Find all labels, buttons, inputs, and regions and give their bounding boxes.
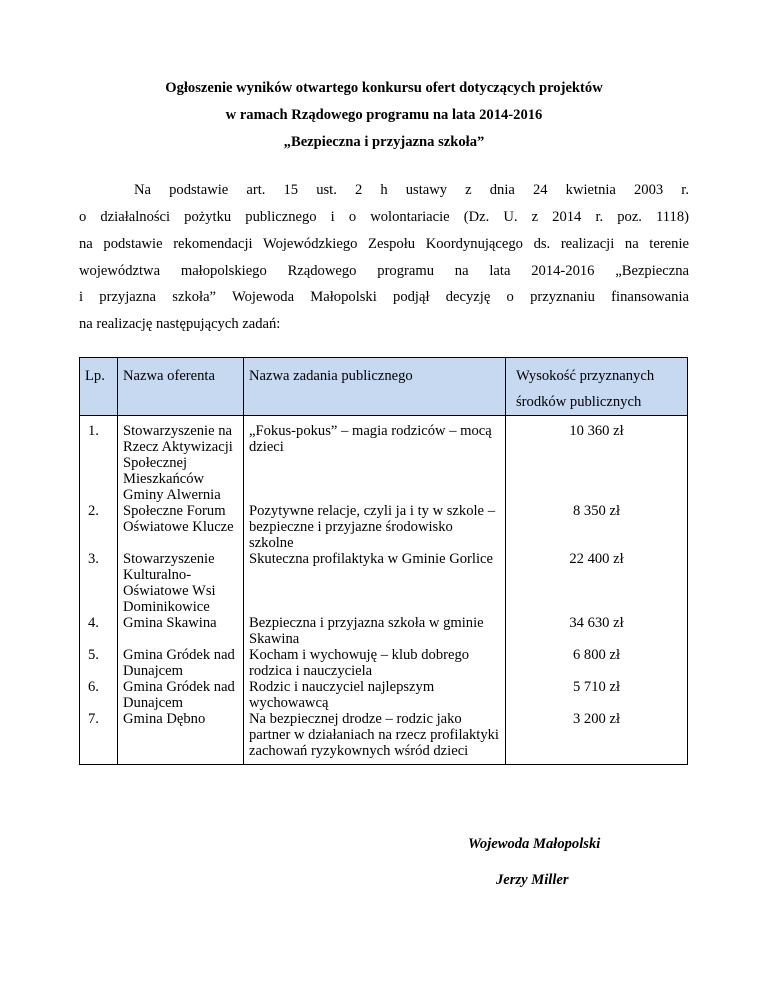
signature-title: Wojewoda Małopolski (468, 836, 601, 852)
row-applicant: Gmina Gródek nad Dunajcem (118, 647, 244, 679)
row-amount: 10 360 zł (506, 416, 688, 504)
row-amount: 8 350 zł (506, 503, 688, 551)
row-task: Pozytywne relacje, czyli ja i ty w szkole – bezpieczne i przyjazne środowisko szkolne (244, 503, 506, 551)
row-task: Skuteczna profilaktyka w Gminie Gorlice (244, 551, 506, 615)
header-task: Nazwa zadania publicznego (244, 358, 506, 416)
row-lp: 2. (80, 503, 118, 551)
table-row (80, 679, 688, 711)
table-row (80, 647, 688, 679)
document-title-line-2: w ramach Rządowego programu na lata 2014-2016 (225, 107, 543, 123)
table-row (80, 503, 688, 551)
intro-line-6: na realizację następujących zadań: (79, 316, 281, 332)
intro-line-2: o działalności pożytku publicznego i o wolontariacie (Dz. U. z 2014 r. poz. 1118) (79, 209, 689, 225)
row-lp: 6. (80, 679, 118, 711)
intro-line-5: i przyjazna szkoła” Wojewoda Małopolski podjął decyzję o przyznaniu finansowania (79, 289, 689, 305)
table-row (80, 551, 688, 615)
row-lp: 1. (80, 416, 118, 504)
document-title-line-3: „Bezpieczna i przyjazna szkoła” (283, 134, 485, 150)
header-amount: Wysokość przyznanych środków publicznych (506, 358, 688, 416)
header-lp: Lp. (80, 358, 118, 416)
header-applicant: Nazwa oferenta (118, 358, 244, 416)
signature-name: Jerzy Miller (496, 872, 569, 888)
intro-line-1: Na podstawie art. 15 ust. 2 h ustawy z dnia 24 kwietnia 2003 r. (134, 182, 689, 198)
row-lp: 5. (80, 647, 118, 679)
row-amount: 22 400 zł (506, 551, 688, 615)
row-task: Kocham i wychowuję – klub dobrego rodzica i nauczyciela (244, 647, 506, 679)
row-task: Bezpieczna i przyjazna szkoła w gminie Skawina (244, 615, 506, 647)
table-row (80, 416, 688, 504)
row-applicant: Stowarzyszenie na Rzecz Aktywizacji Społecznej Mieszkańców Gminy Alwernia (118, 416, 244, 504)
row-task: „Fokus-pokus” – magia rodziców – mocą dzieci (244, 416, 506, 504)
row-amount: 34 630 zł (506, 615, 688, 647)
intro-line-3: na podstawie rekomendacji Wojewódzkiego Zespołu Koordynującego ds. realizacji na terenie (79, 236, 689, 252)
row-task: Rodzic i nauczyciel najlepszym wychowawcą (244, 679, 506, 711)
row-amount: 5 710 zł (506, 679, 688, 711)
document-title-line-1: Ogłoszenie wyników otwartego konkursu ofert dotyczących projektów (165, 80, 603, 96)
row-applicant: Gmina Gródek nad Dunajcem (118, 679, 244, 711)
row-amount: 3 200 zł (506, 711, 688, 765)
table-row (80, 711, 688, 765)
row-lp: 4. (80, 615, 118, 647)
row-amount: 6 800 zł (506, 647, 688, 679)
row-applicant: Gmina Dębno (118, 711, 244, 765)
row-lp: 3. (80, 551, 118, 615)
row-task: Na bezpiecznej drodze – rodzic jako partner w działaniach na rzecz profilaktyki zachowań ryzykownych wśród dzieci (244, 711, 506, 765)
intro-line-4: województwa małopolskiego Rządowego programu na lata 2014-2016 „Bezpieczna (79, 263, 689, 279)
row-applicant: Społeczne Forum Oświatowe Klucze (118, 503, 244, 551)
row-applicant: Gmina Skawina (118, 615, 244, 647)
row-applicant: Stowarzyszenie Kulturalno-Oświatowe Wsi Dominikowice (118, 551, 244, 615)
grants-table (79, 357, 688, 765)
row-lp: 7. (80, 711, 118, 765)
table-row (80, 615, 688, 647)
table-header-row (80, 358, 688, 416)
